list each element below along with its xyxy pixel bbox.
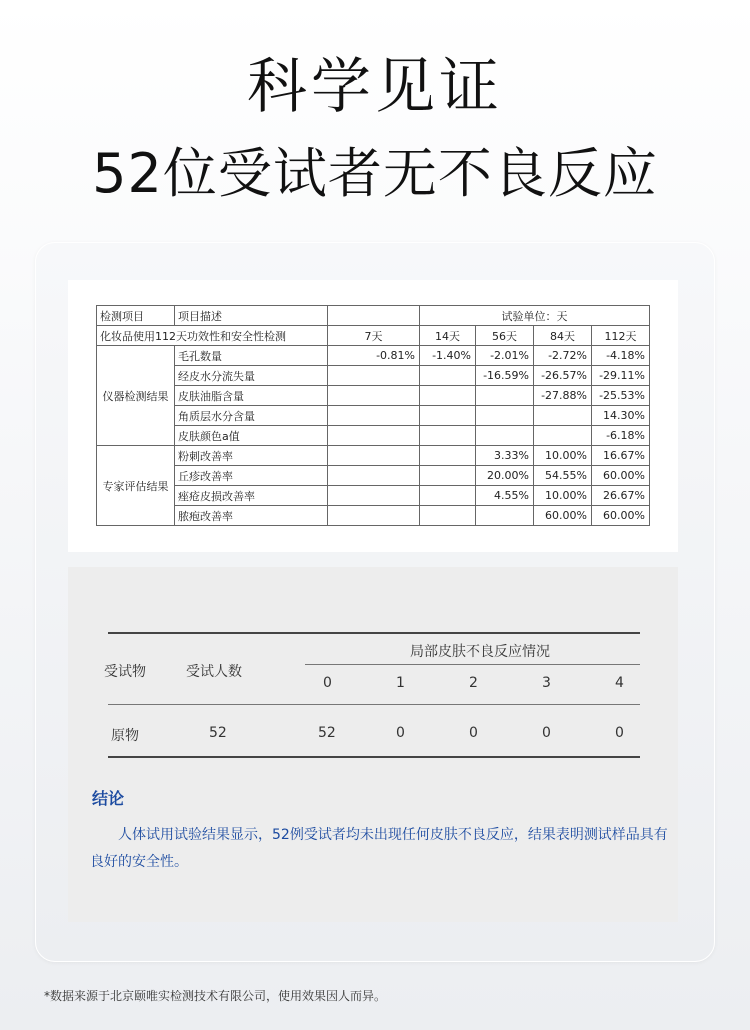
value-cell (476, 426, 534, 446)
table-row (97, 346, 650, 366)
item-label: 经皮水分流失量 (175, 366, 328, 386)
table-row (97, 486, 650, 506)
value-cell: -29.11% (592, 366, 650, 386)
value-cell (420, 366, 476, 386)
day-header: 112天 (592, 326, 650, 346)
count-header: 受试人数 (186, 664, 242, 680)
table-row (97, 406, 650, 426)
day-header: 14天 (420, 326, 476, 346)
day-header: 56天 (476, 326, 534, 346)
count-cell: 52 (209, 725, 227, 741)
level-header: 4 (615, 675, 624, 691)
value-cell (420, 426, 476, 446)
table-bottom-rule (108, 756, 640, 758)
item-label: 痤疮皮损改善率 (175, 486, 328, 506)
value-cell: -6.18% (592, 426, 650, 446)
value-cell (476, 506, 534, 526)
item-label: 丘疹改善率 (175, 466, 328, 486)
value-cell: 10.00% (534, 446, 592, 466)
value-cell: 3.33% (476, 446, 534, 466)
value-cell: 26.67% (592, 486, 650, 506)
value-cell (420, 406, 476, 426)
table-days-row (97, 326, 650, 346)
day-header: 7天 (328, 326, 420, 346)
value-cell: 14.30% (592, 406, 650, 426)
value-cell: -4.18% (592, 346, 650, 366)
value-cell (328, 406, 420, 426)
table-row (97, 386, 650, 406)
group-label: 专家评估结果 (97, 446, 175, 526)
value-cell (328, 366, 420, 386)
value-cell: 4.55% (476, 486, 534, 506)
value-cell (534, 426, 592, 446)
table-row (97, 446, 650, 466)
value-cell: 60.00% (592, 506, 650, 526)
value-cell: 60.00% (534, 506, 592, 526)
value-cell: -1.40% (420, 346, 476, 366)
header-cell-blank (328, 306, 420, 326)
value-cell (420, 386, 476, 406)
value-cell (420, 486, 476, 506)
level-value: 0 (469, 725, 478, 741)
level-value: 0 (542, 725, 551, 741)
value-cell (420, 506, 476, 526)
efficacy-table (96, 305, 650, 526)
footnote: *数据来源于北京颐唯实检测技术有限公司，使用效果因人而异。 (44, 989, 387, 1003)
value-cell (328, 446, 420, 466)
value-cell (328, 466, 420, 486)
conclusion-title: 结论 (92, 789, 125, 808)
item-label: 毛孔数量 (175, 346, 328, 366)
reaction-sub-rule (305, 664, 640, 665)
value-cell: -2.01% (476, 346, 534, 366)
item-label: 粉刺改善率 (175, 446, 328, 466)
value-cell (328, 386, 420, 406)
value-cell: 16.67% (592, 446, 650, 466)
table-row (97, 506, 650, 526)
value-cell (476, 386, 534, 406)
table-top-rule (108, 632, 640, 634)
value-cell: -26.57% (534, 366, 592, 386)
value-cell: -16.59% (476, 366, 534, 386)
header-bottom-rule (108, 704, 640, 705)
group-label: 仪器检测结果 (97, 346, 175, 446)
header-cell-unit: 试验单位：天 (420, 306, 650, 326)
table-row (97, 426, 650, 446)
efficacy-table-panel (68, 280, 678, 552)
reaction-header: 局部皮肤不良反应情况 (410, 644, 550, 660)
level-value: 52 (318, 725, 336, 741)
value-cell (476, 406, 534, 426)
value-cell (328, 506, 420, 526)
table-row (97, 466, 650, 486)
item-label: 角质层水分含量 (175, 406, 328, 426)
level-header: 1 (396, 675, 405, 691)
value-cell (534, 406, 592, 426)
value-cell: -25.53% (592, 386, 650, 406)
level-value: 0 (396, 725, 405, 741)
value-cell: -27.88% (534, 386, 592, 406)
table-header-row (97, 306, 650, 326)
value-cell (420, 446, 476, 466)
conclusion-text: 人体试用试验结果显示，52例受试者均未出现任何皮肤不良反应，结果表明测试样品具有良好的安全性。 (90, 827, 668, 870)
level-header: 2 (469, 675, 478, 691)
value-cell (328, 426, 420, 446)
header-cell-desc: 项目描述 (175, 306, 328, 326)
subject-header: 受试物 (104, 664, 146, 680)
value-cell: 60.00% (592, 466, 650, 486)
item-label: 脓疱改善率 (175, 506, 328, 526)
value-cell: -0.81% (328, 346, 420, 366)
value-cell: -2.72% (534, 346, 592, 366)
item-label: 皮肤颜色a值 (175, 426, 328, 446)
level-header: 3 (542, 675, 551, 691)
page-subtitle: 52位受试者无不良反应 (92, 142, 658, 205)
header-cell-item: 检测项目 (97, 306, 175, 326)
value-cell: 20.00% (476, 466, 534, 486)
header-cell-test-name: 化妆品使用112天功效性和安全性检测 (97, 326, 328, 346)
level-header: 0 (323, 675, 332, 691)
day-header: 84天 (534, 326, 592, 346)
level-value: 0 (615, 725, 624, 741)
table-row (97, 366, 650, 386)
value-cell: 10.00% (534, 486, 592, 506)
page-title: 科学见证 (247, 52, 503, 122)
value-cell (420, 466, 476, 486)
subject-cell: 原物 (111, 728, 139, 744)
item-label: 皮肤油脂含量 (175, 386, 328, 406)
value-cell: 54.55% (534, 466, 592, 486)
value-cell (328, 486, 420, 506)
